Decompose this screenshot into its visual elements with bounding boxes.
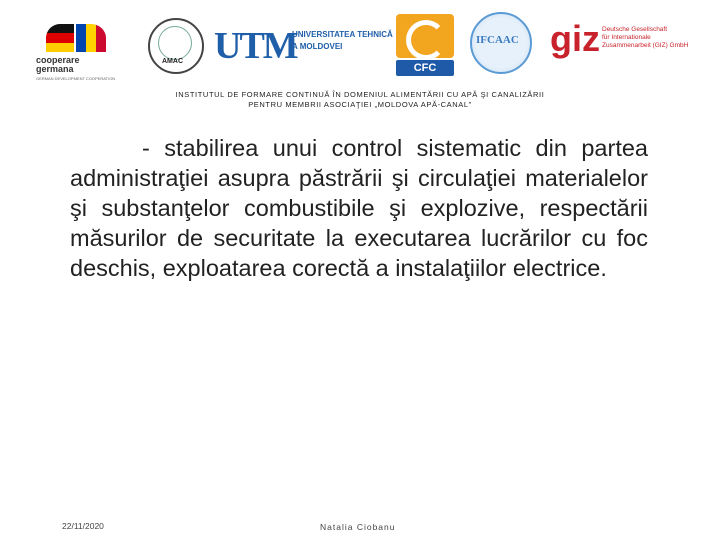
giz-logo bbox=[550, 18, 710, 68]
cooperare-label: cooperare germana bbox=[36, 55, 80, 74]
ifcaac-logo bbox=[470, 12, 530, 72]
slide-body-text bbox=[70, 133, 648, 283]
footer-date: 22/11/2020 bbox=[62, 521, 104, 531]
cooperare-germana-logo bbox=[36, 20, 126, 81]
cfc-label: CFC bbox=[396, 60, 454, 76]
footer-author: Natalia Ciobanu bbox=[320, 522, 396, 532]
amac-logo bbox=[148, 18, 202, 76]
cooperare-sublabel: GERMAN DEVELOPMENT COOPERATION bbox=[36, 76, 116, 81]
utm-mark: UTM bbox=[214, 25, 297, 67]
germany-flag-icon bbox=[46, 24, 74, 52]
ifcaac-label: IFCAAC bbox=[476, 34, 519, 46]
utm-name-line1: UNIVERSITATEA TEHNICĂ bbox=[292, 30, 393, 39]
institute-title-line2: PENTRU MEMBRII ASOCIAŢIEI „MOLDOVA APĂ-CANAL” bbox=[248, 100, 472, 109]
logo-strip bbox=[0, 0, 720, 86]
utm-logo bbox=[214, 20, 393, 70]
cfc-logo bbox=[396, 14, 454, 76]
body-paragraph: - stabilirea unui control sistematic din partea administraţiei asupra păstrării şi circulaţiei materialelor şi substanţelor combustibile şi explozive, respectării măsurilor de securitate la executarea lucrărilor cu foc deschis, exploatarea corectă a instalaţiilor electrice. bbox=[70, 135, 648, 281]
giz-name: Deutsche Gesellschaft für Internationale Zusammenarbeit (GIZ) GmbH bbox=[602, 26, 689, 49]
amac-emblem-icon bbox=[158, 26, 192, 60]
cfc-emblem-icon bbox=[396, 14, 454, 58]
giz-mark: giz bbox=[550, 18, 600, 59]
amac-label: AMAC bbox=[162, 58, 183, 65]
institute-title-line1: INSTITUTUL DE FORMARE CONTINUĂ ÎN DOMENIUL ALIMENTĂRII CU APĂ ŞI CANALIZĂRII bbox=[175, 90, 545, 99]
utm-name-line2: A MOLDOVEI bbox=[292, 42, 343, 51]
moldova-flag-icon bbox=[76, 24, 106, 52]
